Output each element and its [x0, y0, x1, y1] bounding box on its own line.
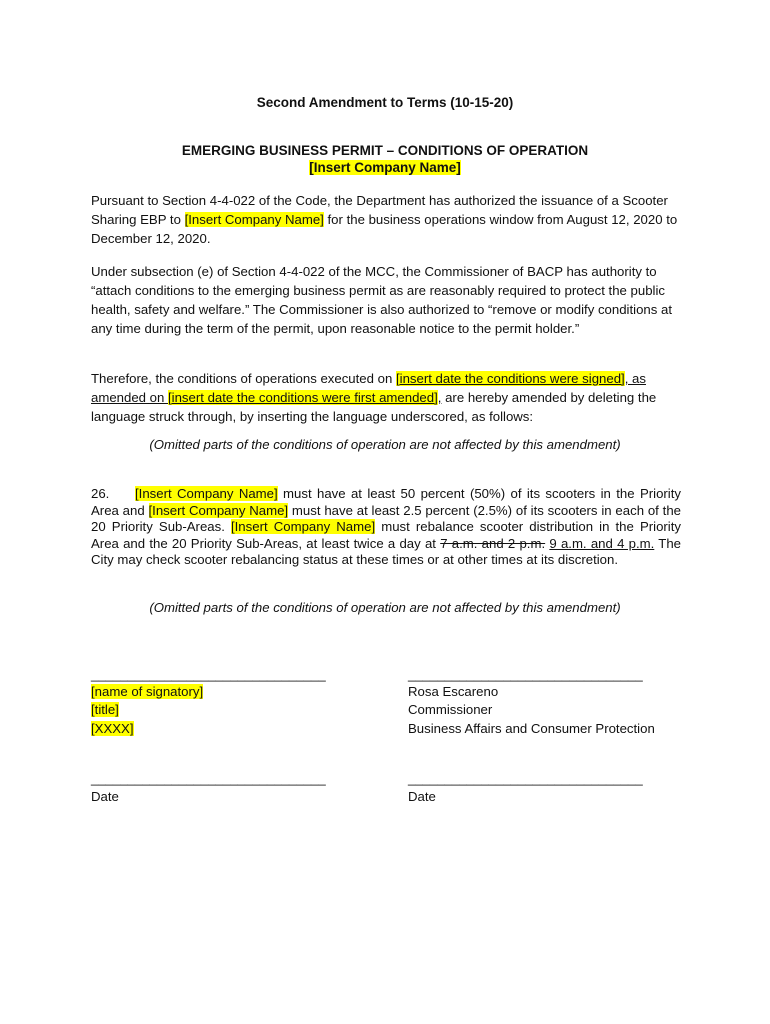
signatory-name-placeholder: [name of signatory] [91, 684, 204, 699]
company-name-heading [0, 160, 770, 175]
company-name-placeholder: [Insert Company Name] [135, 486, 278, 501]
company-name-placeholder: [Insert Company Name] [148, 502, 289, 518]
signatory-org-row [91, 720, 134, 738]
item-text: must rebalance scooter distribution in the Priority Area and the 20 Priority Sub-Areas, at least twice a day at [91, 519, 681, 551]
paragraph-text: Pursuant to Section 4-4-022 of the Code, the Department has authorized the issuance of a Scooter Sharing EBP to [91, 193, 668, 227]
paragraph-text: for the business operations window from August 12, 2020 to December 12, 2020. [91, 212, 678, 246]
company-name-placeholder: [Insert Company Name] [184, 212, 324, 227]
paragraph-commissioner-authority: Under subsection (e) of Section 4-4-022 of the MCC, the Commissioner of BACP has authority to “attach conditions to the emerging business permit as are reasonably required to protect the public health, safety and welfare.” The Commissioner is also authorized to “remove or modify conditions at any time during the term of the permit, upon reasonable notice to the permit holder.” [91, 264, 673, 336]
signatory-title-row [91, 701, 119, 719]
date-signed-placeholder: [insert date the conditions were signed] [395, 371, 625, 386]
paragraph-amendment-statement [91, 369, 681, 426]
paragraph-authorization [91, 191, 681, 248]
date-label-right: Date [408, 789, 436, 804]
date-line-right: ________________________________ [408, 771, 643, 786]
paragraph-text: are hereby amended by deleting the language struck through, by inserting the language underscored, as follows: [91, 390, 657, 424]
signatory-name-row [91, 683, 203, 701]
commissioner-name: Rosa Escareno [408, 684, 499, 699]
commissioner-org: Business Affairs and Consumer Protection [408, 721, 655, 736]
company-name-placeholder: [Insert Company Name] [230, 519, 376, 534]
signatory-org-placeholder: [XXXX] [91, 721, 134, 736]
struck-text: 7 a.m. and 2 p.m. [440, 535, 546, 551]
paragraph-text: Therefore, the conditions of operations executed on [91, 371, 396, 386]
paragraph-text: , as amended on [91, 371, 646, 405]
date-amended-placeholder: [insert date the conditions were first amended] [168, 390, 438, 405]
item-text: must have at least 2.5 percent (2.5%) of its scooters in each of the 20 Priority Sub-Areas. [91, 502, 682, 534]
signature-line-left: ________________________________ [91, 667, 326, 682]
item-text: The City may check scooter rebalancing status at these times or at other times at its discretion. [91, 535, 682, 567]
item-text: must have at least 50 percent (50%) of its scooters in the Priority Area and [91, 486, 681, 518]
commissioner-title: Commissioner [408, 702, 493, 717]
paragraph-text: , [437, 390, 442, 405]
amendment-title: Second Amendment to Terms (10-15-20) [256, 95, 514, 110]
item-number: 26. [91, 486, 110, 501]
signatory-title-placeholder: [title] [91, 702, 119, 717]
omitted-note: (Omitted parts of the conditions of operation are not affected by this amendment) [149, 600, 621, 615]
signature-line-right: ________________________________ [408, 667, 643, 682]
omitted-note: (Omitted parts of the conditions of operation are not affected by this amendment) [149, 437, 621, 452]
inserted-text: 9 a.m. and 4 p.m. [549, 535, 655, 551]
date-line-left: ________________________________ [91, 771, 326, 786]
permit-title: EMERGING BUSINESS PERMIT – CONDITIONS OF OPERATION [181, 143, 589, 158]
company-name-placeholder: [Insert Company Name] [309, 160, 461, 175]
date-label-left: Date [91, 789, 119, 804]
condition-item-26 [91, 486, 681, 569]
